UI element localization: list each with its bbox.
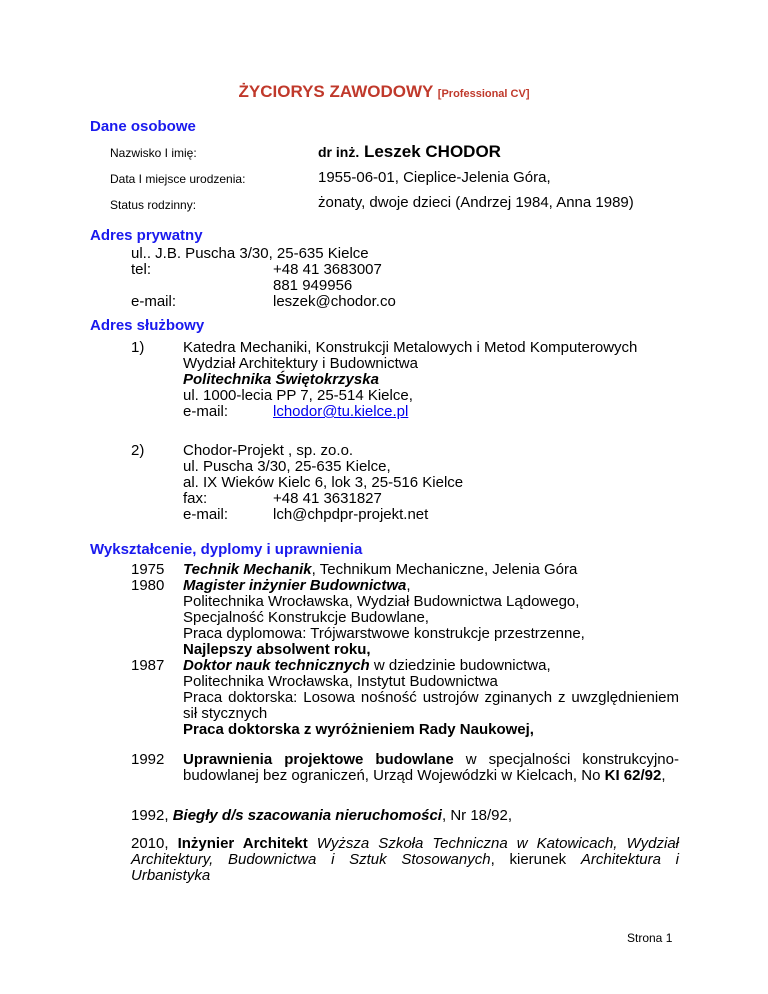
work-address-1-number: 1)	[131, 339, 145, 356]
private-tel-2: 881 949956	[273, 277, 353, 294]
education-2010-field: Architektura i Urbanistyka	[131, 851, 679, 884]
document-title	[0, 82, 768, 104]
work-address-2-street-2: al. IX Wieków Kielc 6, lok 3, 25-516 Kielce	[183, 474, 464, 491]
education-1992-number: KI 62/92	[604, 767, 662, 784]
work-address-2-fax: +48 41 3631827	[273, 490, 382, 507]
education-1980-line-2: Politechnika Wrocławska, Wydział Budownictwa Lądowego,	[183, 593, 580, 610]
education-1980-line-4: Praca dyplomowa: Trójwarstwowe konstrukcje przestrzenne,	[183, 625, 585, 642]
education-1987-rest: w dziedzinie budownictwa,	[369, 657, 551, 674]
private-email: leszek@chodor.co	[273, 293, 396, 310]
work-address-2-company: Chodor-Projekt , sp. zo.o.	[183, 442, 354, 459]
work-address-1-line-2: Wydział Architektury i Budownictwa	[183, 355, 418, 372]
education-1992-entry	[183, 752, 679, 784]
work-address-2-street-1: ul. Puscha 3/30, 25-635 Kielce,	[183, 458, 391, 475]
education-1992-end: ,	[661, 767, 666, 784]
work-address-1-line-1: Katedra Mechaniki, Konstrukcji Metalowych i Metod Komputerowych	[183, 339, 638, 356]
section-personal-heading: Dane osobowe	[90, 118, 196, 135]
name-value: Leszek CHODOR	[363, 142, 501, 161]
education-1980-line-5: Najlepszy absolwent roku,	[183, 641, 371, 658]
private-tel-label: tel:	[131, 261, 152, 278]
birth-value: 1955-06-01, Cieplice-Jelenia Góra,	[318, 169, 551, 186]
education-1992b-prefix: 1992,	[131, 807, 173, 824]
education-1987-title: Doktor nauk technicznych	[183, 657, 370, 674]
page-number: Strona 1	[627, 931, 673, 945]
education-1987-line-4: Praca doktorska z wyróżnieniem Rady Naukowej,	[183, 721, 534, 738]
education-1975-entry	[183, 562, 577, 578]
education-1992-rest: w specjalności konstrukcyjno-budowlanej bez ograniczeń, Urząd Wojewódzki w Kielcach, No	[183, 751, 679, 784]
birth-label: Data I miejsce urodzenia:	[110, 172, 246, 186]
name-prefix: dr inż.	[318, 144, 360, 160]
name-label: Nazwisko I imię:	[110, 146, 197, 160]
education-1980-line-3: Specjalność Konstrukcje Budowlane,	[183, 609, 429, 626]
private-email-label: e-mail:	[131, 293, 177, 310]
education-2010-title: Inżynier Architekt	[177, 835, 308, 852]
education-1975-title: Technik Mechanik	[183, 561, 312, 578]
section-work-address-heading: Adres służbowy	[90, 317, 205, 334]
education-1975-year: 1975	[131, 561, 165, 578]
education-1992-title: Uprawnienia projektowe budowlane	[183, 751, 454, 768]
education-2010-mid: , kierunek	[490, 851, 581, 868]
education-2010-prefix: 2010,	[131, 835, 178, 852]
education-1980-year: 1980	[131, 577, 165, 594]
section-private-address-heading: Adres prywatny	[90, 227, 203, 244]
private-street: ul.. J.B. Puscha 3/30, 25-635 Kielce	[131, 245, 369, 262]
work-address-2-email: lch@chpdpr-projekt.net	[273, 506, 429, 523]
title-sub: [Professional CV]	[437, 88, 530, 100]
education-1987-entry	[183, 658, 551, 674]
work-address-1-street: ul. 1000-lecia PP 7, 25-514 Kielce,	[183, 387, 413, 404]
work-address-2-number: 2)	[131, 442, 145, 459]
education-1987-line-2: Politechnika Wrocławska, Instytut Budownictwa	[183, 673, 498, 690]
education-1980-title: Magister inżynier Budownictwa	[183, 577, 407, 594]
education-2010-school: Wyższa Szkoła Techniczna w Katowicach, Wydział Architektury, Budownictwa i Sztuk Stosowanych	[131, 835, 679, 868]
education-1980-comma: ,	[406, 577, 411, 594]
work-address-2-email-label: e-mail:	[183, 506, 229, 523]
education-2010-entry	[131, 836, 679, 884]
title-main: ŻYCIORYS ZAWODOWY	[238, 82, 434, 101]
work-address-1-email-link[interactable]: lchodor@tu.kielce.pl	[273, 403, 409, 420]
full-name	[318, 143, 501, 161]
status-value: żonaty, dwoje dzieci (Andrzej 1984, Anna 1989)	[318, 194, 634, 211]
education-1987-year: 1987	[131, 657, 165, 674]
status-label: Status rodzinny:	[110, 198, 197, 212]
work-address-1-university: Politechnika Świętokrzyska	[183, 371, 379, 388]
education-1992b-title: Biegły d/s szacowania nieruchomości	[172, 807, 442, 824]
work-address-2-fax-label: fax:	[183, 490, 208, 507]
education-1975-rest: , Technikum Mechaniczne, Jelenia Góra	[311, 561, 578, 578]
private-tel-1: +48 41 3683007	[273, 261, 382, 278]
section-education-heading: Wykształcenie, dyplomy i uprawnienia	[90, 541, 363, 558]
education-1992b-rest: , Nr 18/92,	[441, 807, 513, 824]
education-1992-appraiser	[131, 808, 512, 824]
education-1992-year: 1992	[131, 751, 165, 768]
education-1987-line-3: Praca doktorska: Losowa nośność ustrojów zginanych z uwzględnieniem sił stycznych	[183, 689, 679, 722]
work-address-1-email-label: e-mail:	[183, 403, 229, 420]
education-1980-entry	[183, 578, 411, 594]
